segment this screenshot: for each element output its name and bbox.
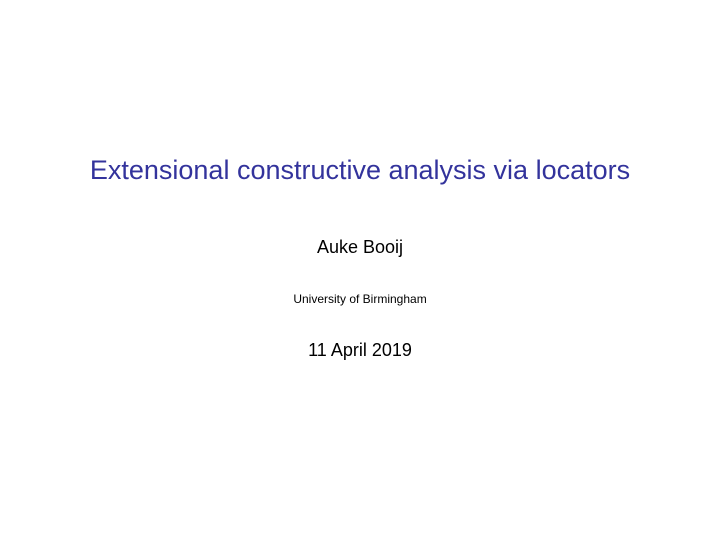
slide-author: Auke Booij: [316, 237, 404, 257]
slide-date: 11 April 2019: [308, 340, 412, 360]
slide-title: Extensional constructive analysis via locators: [89, 155, 631, 185]
slide-institute: University of Birmingham: [293, 292, 427, 306]
